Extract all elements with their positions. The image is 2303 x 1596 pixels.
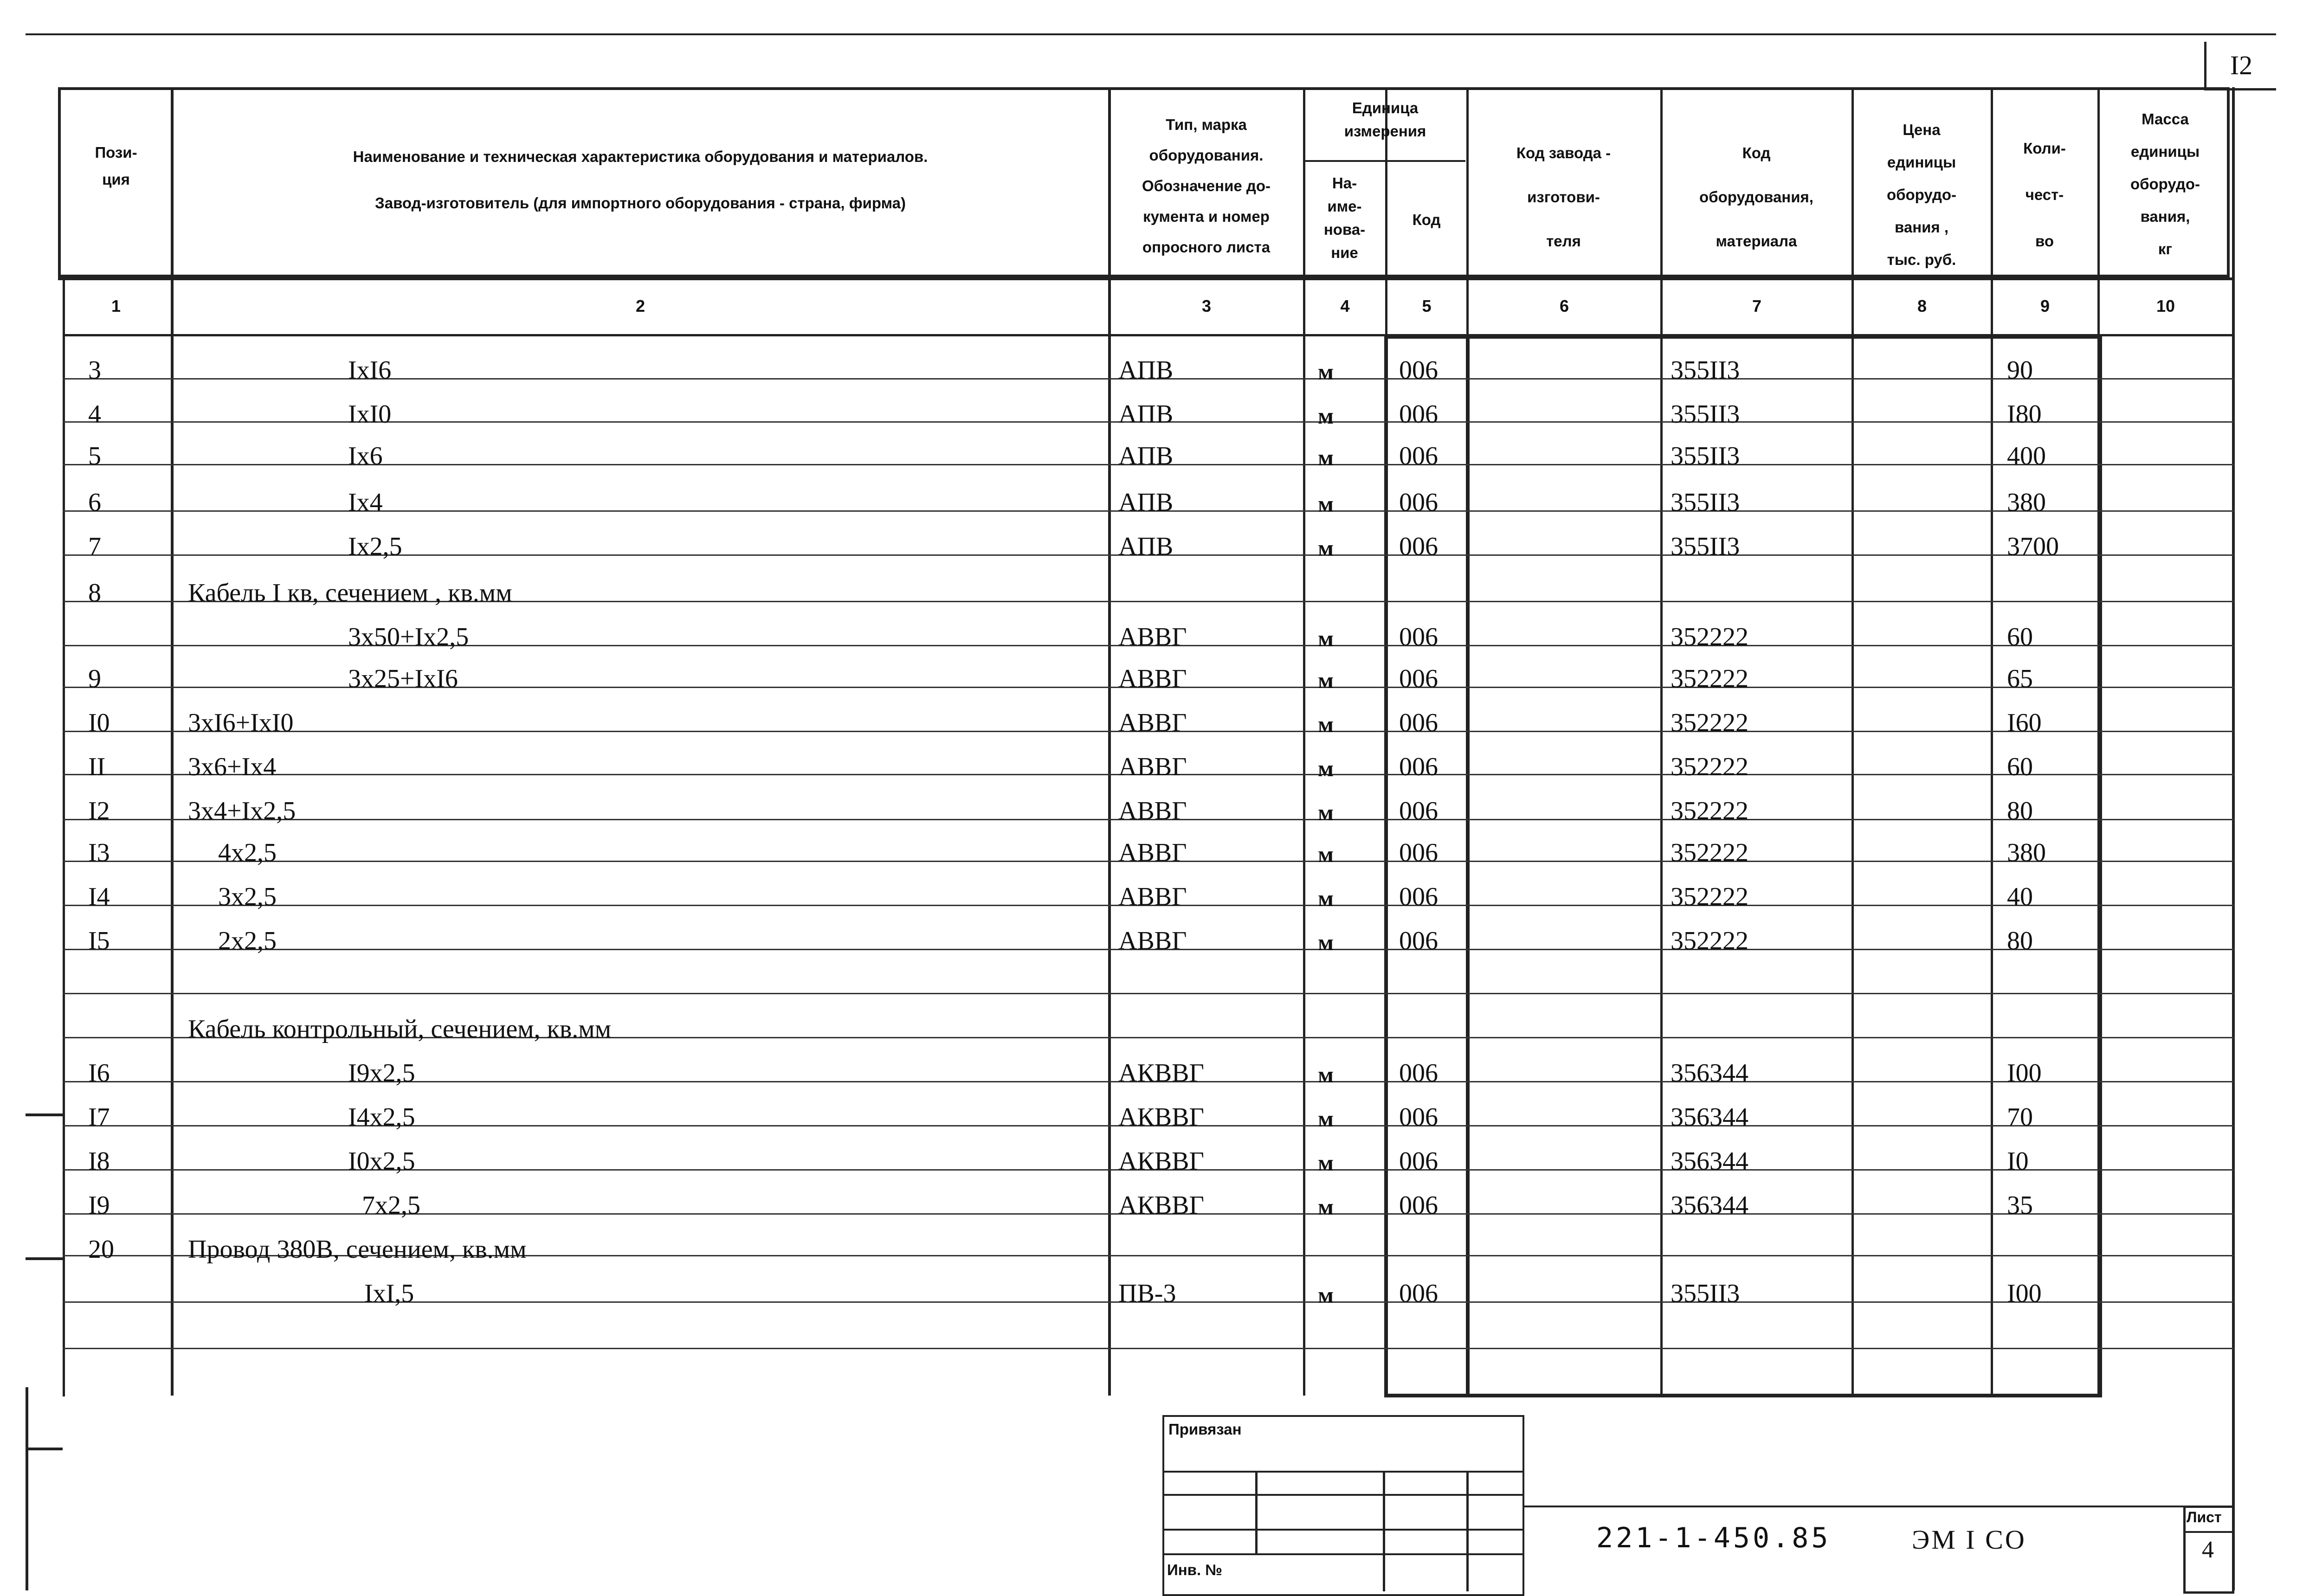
header-col2: Наименование и техническая характеристика оборудования и материалов. Завод-изготовитель (для импортного оборудования - страна, фирма) bbox=[353, 148, 928, 212]
name-cell: 2x2,5 bbox=[218, 927, 277, 955]
name-cell: 3x50+Ix2,5 bbox=[348, 623, 469, 651]
equipment-code-cell: 355II3 bbox=[1671, 488, 1740, 517]
type-cell: АВВГ bbox=[1118, 623, 1187, 651]
list-label: Лист bbox=[2187, 1509, 2222, 1525]
header-col9: Коли- чест- во bbox=[2023, 140, 2066, 250]
name-cell: 3x4+Ix2,5 bbox=[188, 797, 296, 825]
header-col4: На- име- нова- ние bbox=[1323, 174, 1366, 261]
position-cell: I4 bbox=[88, 882, 110, 911]
column-number: 5 bbox=[1422, 296, 1432, 315]
name-cell: Кабель контрольный, сечением, кв.мм bbox=[188, 1015, 612, 1043]
position-cell: 5 bbox=[88, 442, 101, 470]
margin-tick bbox=[26, 1448, 63, 1450]
position-cell: 9 bbox=[88, 664, 101, 693]
quantity-cell: 80 bbox=[2007, 797, 2033, 825]
name-cell: 7x2,5 bbox=[362, 1191, 420, 1220]
type-cell: АПВ bbox=[1118, 488, 1174, 517]
equipment-code-cell: 356344 bbox=[1671, 1103, 1748, 1132]
name-cell: 3x25+IxI6 bbox=[348, 664, 458, 693]
type-cell: АПВ bbox=[1118, 442, 1174, 470]
list-number: 4 bbox=[2202, 1537, 2214, 1563]
quantity-cell: 380 bbox=[2007, 488, 2046, 517]
code-cell: 006 bbox=[1399, 400, 1438, 429]
unit-cell: м bbox=[1318, 929, 1334, 955]
quantity-cell: I80 bbox=[2007, 400, 2042, 429]
type-cell: ПВ-3 bbox=[1118, 1279, 1176, 1308]
code-cell: 006 bbox=[1399, 442, 1438, 470]
sheet-corner-number: I2 bbox=[2204, 42, 2276, 90]
doc-number: 221-1-450.85 bbox=[1596, 1522, 1831, 1554]
doc-code: ЭМ I СО bbox=[1912, 1525, 2026, 1555]
row-line bbox=[63, 1348, 2234, 1349]
header-col1: Пози- ция bbox=[95, 144, 137, 188]
quantity-cell: 40 bbox=[2007, 882, 2033, 911]
equipment-code-cell: 352222 bbox=[1671, 664, 1748, 693]
code-cell: 006 bbox=[1399, 838, 1438, 867]
unit-group-divider bbox=[1303, 160, 1465, 162]
position-cell: 4 bbox=[88, 400, 101, 429]
equipment-code-cell: 352222 bbox=[1671, 838, 1748, 867]
position-cell: I2 bbox=[88, 797, 110, 825]
code-cell: 006 bbox=[1399, 1191, 1438, 1220]
privyazan-label: Привязан bbox=[1168, 1421, 1242, 1438]
margin-tick bbox=[26, 1113, 63, 1116]
unit-cell: м bbox=[1318, 1282, 1334, 1308]
unit-cell: м bbox=[1318, 667, 1334, 693]
unit-cell: м bbox=[1318, 885, 1334, 911]
quantity-cell: I0 bbox=[2007, 1147, 2029, 1176]
equipment-code-cell: 352222 bbox=[1671, 882, 1748, 911]
left-frame-line bbox=[26, 1387, 28, 1590]
stamp-line bbox=[1162, 1471, 1524, 1473]
stamp-line bbox=[1524, 1506, 2234, 1507]
code-cell: 006 bbox=[1399, 1279, 1438, 1308]
type-cell: АПВ bbox=[1118, 400, 1174, 429]
code-cell: 006 bbox=[1399, 1103, 1438, 1132]
header-col3: Тип, марка оборудования. Обозначение до- кумента и номер опросного листа bbox=[1142, 116, 1271, 256]
position-cell: I7 bbox=[88, 1103, 110, 1132]
type-cell: АПВ bbox=[1118, 356, 1174, 385]
equipment-code-cell: 352222 bbox=[1671, 623, 1748, 651]
type-cell: АВВГ bbox=[1118, 927, 1187, 955]
unit-cell: м bbox=[1318, 359, 1334, 385]
quantity-cell: 70 bbox=[2007, 1103, 2033, 1132]
unit-cell: м bbox=[1318, 1194, 1334, 1220]
quantity-cell: 60 bbox=[2007, 753, 2033, 781]
equipment-code-cell: 352222 bbox=[1671, 753, 1748, 781]
quantity-cell: I60 bbox=[2007, 708, 2042, 737]
margin-tick bbox=[26, 1257, 63, 1260]
type-cell: АВВГ bbox=[1118, 753, 1187, 781]
name-cell: 3xI6+IxI0 bbox=[188, 708, 294, 737]
col-divider bbox=[2232, 87, 2235, 1590]
code-cell: 006 bbox=[1399, 532, 1438, 561]
name-cell: 3x2,5 bbox=[218, 882, 277, 911]
quantity-cell: 35 bbox=[2007, 1191, 2033, 1220]
position-cell: I3 bbox=[88, 838, 110, 867]
column-number: 6 bbox=[1559, 296, 1569, 315]
position-cell: I5 bbox=[88, 927, 110, 955]
unit-cell: м bbox=[1318, 403, 1334, 429]
equipment-code-cell: 355II3 bbox=[1671, 356, 1740, 385]
stamp-vline bbox=[1383, 1471, 1385, 1591]
unit-cell: м bbox=[1318, 1106, 1334, 1132]
name-cell: I0x2,5 bbox=[348, 1147, 415, 1176]
equipment-code-cell: 355II3 bbox=[1671, 532, 1740, 561]
header-col8: Цена единицы оборудо- вания , тыс. руб. bbox=[1886, 121, 1957, 268]
unit-cell: м bbox=[1318, 625, 1334, 651]
type-cell: АВВГ bbox=[1118, 882, 1187, 911]
equipment-code-cell: 356344 bbox=[1671, 1147, 1748, 1176]
quantity-cell: I00 bbox=[2007, 1279, 2042, 1308]
name-cell: Ix2,5 bbox=[348, 532, 402, 561]
name-cell: IxI0 bbox=[348, 400, 392, 429]
code-cell: 006 bbox=[1399, 927, 1438, 955]
stamp-line bbox=[1162, 1529, 1524, 1531]
quantity-cell: 3700 bbox=[2007, 532, 2059, 561]
name-cell: Кабель I кв, сечением , кв.мм bbox=[188, 579, 512, 607]
list-line bbox=[2183, 1531, 2234, 1533]
type-cell: АКВВГ bbox=[1118, 1191, 1204, 1220]
col-divider bbox=[63, 277, 65, 1396]
quantity-cell: 90 bbox=[2007, 356, 2033, 385]
unit-cell: м bbox=[1318, 491, 1334, 517]
position-cell: 8 bbox=[88, 579, 101, 607]
column-number: 1 bbox=[111, 296, 121, 315]
stamp-vline bbox=[1466, 1471, 1469, 1591]
name-cell: Провод 380В, сечением, кв.мм bbox=[188, 1235, 527, 1264]
quantity-cell: I00 bbox=[2007, 1059, 2042, 1088]
unit-cell: м bbox=[1318, 444, 1334, 470]
column-number: 2 bbox=[635, 296, 645, 315]
name-cell: I9x2,5 bbox=[348, 1059, 415, 1088]
position-cell: 7 bbox=[88, 532, 101, 561]
equipment-code-cell: 356344 bbox=[1671, 1191, 1748, 1220]
name-cell: I4x2,5 bbox=[348, 1103, 415, 1132]
equipment-code-cell: 352222 bbox=[1671, 797, 1748, 825]
unit-cell: м bbox=[1318, 1062, 1334, 1088]
code-cell: 006 bbox=[1399, 1147, 1438, 1176]
unit-cell: м bbox=[1318, 841, 1334, 867]
column-number: 4 bbox=[1340, 296, 1350, 315]
column-number: 9 bbox=[2040, 296, 2050, 315]
name-cell: IxI6 bbox=[348, 356, 392, 385]
equipment-code-cell: 352222 bbox=[1671, 708, 1748, 737]
code-cell: 006 bbox=[1399, 708, 1438, 737]
row-line bbox=[63, 993, 2234, 994]
code-cell: 006 bbox=[1399, 664, 1438, 693]
type-cell: АКВВГ bbox=[1118, 1103, 1204, 1132]
equipment-code-cell: 355II3 bbox=[1671, 442, 1740, 470]
position-cell: I0 bbox=[88, 708, 110, 737]
header-col6: Код завода - изготови- теля bbox=[1516, 144, 1611, 250]
position-cell: I9 bbox=[88, 1191, 110, 1220]
code-cell: 006 bbox=[1399, 488, 1438, 517]
code-cell: 006 bbox=[1399, 356, 1438, 385]
type-cell: АВВГ bbox=[1118, 708, 1187, 737]
name-cell: 3x6+Ix4 bbox=[188, 753, 277, 781]
quantity-cell: 60 bbox=[2007, 623, 2033, 651]
column-number: 3 bbox=[1201, 296, 1212, 315]
header-unit-group: Единица измерения bbox=[1344, 99, 1426, 140]
position-cell: II bbox=[88, 753, 106, 781]
type-cell: АПВ bbox=[1118, 532, 1174, 561]
type-cell: АКВВГ bbox=[1118, 1059, 1204, 1088]
code-cell: 006 bbox=[1399, 797, 1438, 825]
name-cell: Ix6 bbox=[348, 442, 383, 470]
stamp-vline bbox=[1255, 1471, 1258, 1553]
stamp-line bbox=[1162, 1494, 1524, 1496]
inv-no-label: Инв. № bbox=[1167, 1561, 1223, 1578]
unit-cell: м bbox=[1318, 711, 1334, 737]
type-cell: АВВГ bbox=[1118, 664, 1187, 693]
column-number: 10 bbox=[2156, 296, 2175, 315]
unit-cell: м bbox=[1318, 799, 1334, 825]
name-cell: IxI,5 bbox=[364, 1279, 414, 1308]
quantity-cell: 380 bbox=[2007, 838, 2046, 867]
unit-cell: м bbox=[1318, 535, 1334, 561]
position-cell: I6 bbox=[88, 1059, 110, 1088]
stamp-line bbox=[1162, 1553, 1524, 1555]
quantity-cell: 80 bbox=[2007, 927, 2033, 955]
code-cell: 006 bbox=[1399, 623, 1438, 651]
quantity-cell: 400 bbox=[2007, 442, 2046, 470]
code-cell: 006 bbox=[1399, 882, 1438, 911]
header-col5: Код bbox=[1412, 211, 1441, 228]
name-cell: Ix4 bbox=[348, 488, 383, 517]
equipment-code-cell: 355II3 bbox=[1671, 400, 1740, 429]
column-number: 8 bbox=[1917, 296, 1927, 315]
code-cell: 006 bbox=[1399, 1059, 1438, 1088]
code-cell: 006 bbox=[1399, 753, 1438, 781]
column-number: 7 bbox=[1752, 296, 1762, 315]
position-cell: I8 bbox=[88, 1147, 110, 1176]
name-cell: 4x2,5 bbox=[218, 838, 277, 867]
position-cell: 3 bbox=[88, 356, 101, 385]
type-cell: АВВГ bbox=[1118, 797, 1187, 825]
position-cell: 6 bbox=[88, 488, 101, 517]
quantity-cell: 65 bbox=[2007, 664, 2033, 693]
equipment-code-cell: 355II3 bbox=[1671, 1279, 1740, 1308]
equipment-code-cell: 356344 bbox=[1671, 1059, 1748, 1088]
header-col7: Код оборудования, материала bbox=[1699, 144, 1813, 250]
unit-cell: м bbox=[1318, 755, 1334, 781]
position-cell: 20 bbox=[88, 1235, 114, 1264]
type-cell: АКВВГ bbox=[1118, 1147, 1204, 1176]
equipment-code-cell: 352222 bbox=[1671, 927, 1748, 955]
unit-cell: м bbox=[1318, 1150, 1334, 1176]
top-frame-line bbox=[26, 33, 2276, 35]
type-cell: АВВГ bbox=[1118, 838, 1187, 867]
header-col10: Масса единицы оборудо- вания, кг bbox=[2130, 110, 2200, 257]
